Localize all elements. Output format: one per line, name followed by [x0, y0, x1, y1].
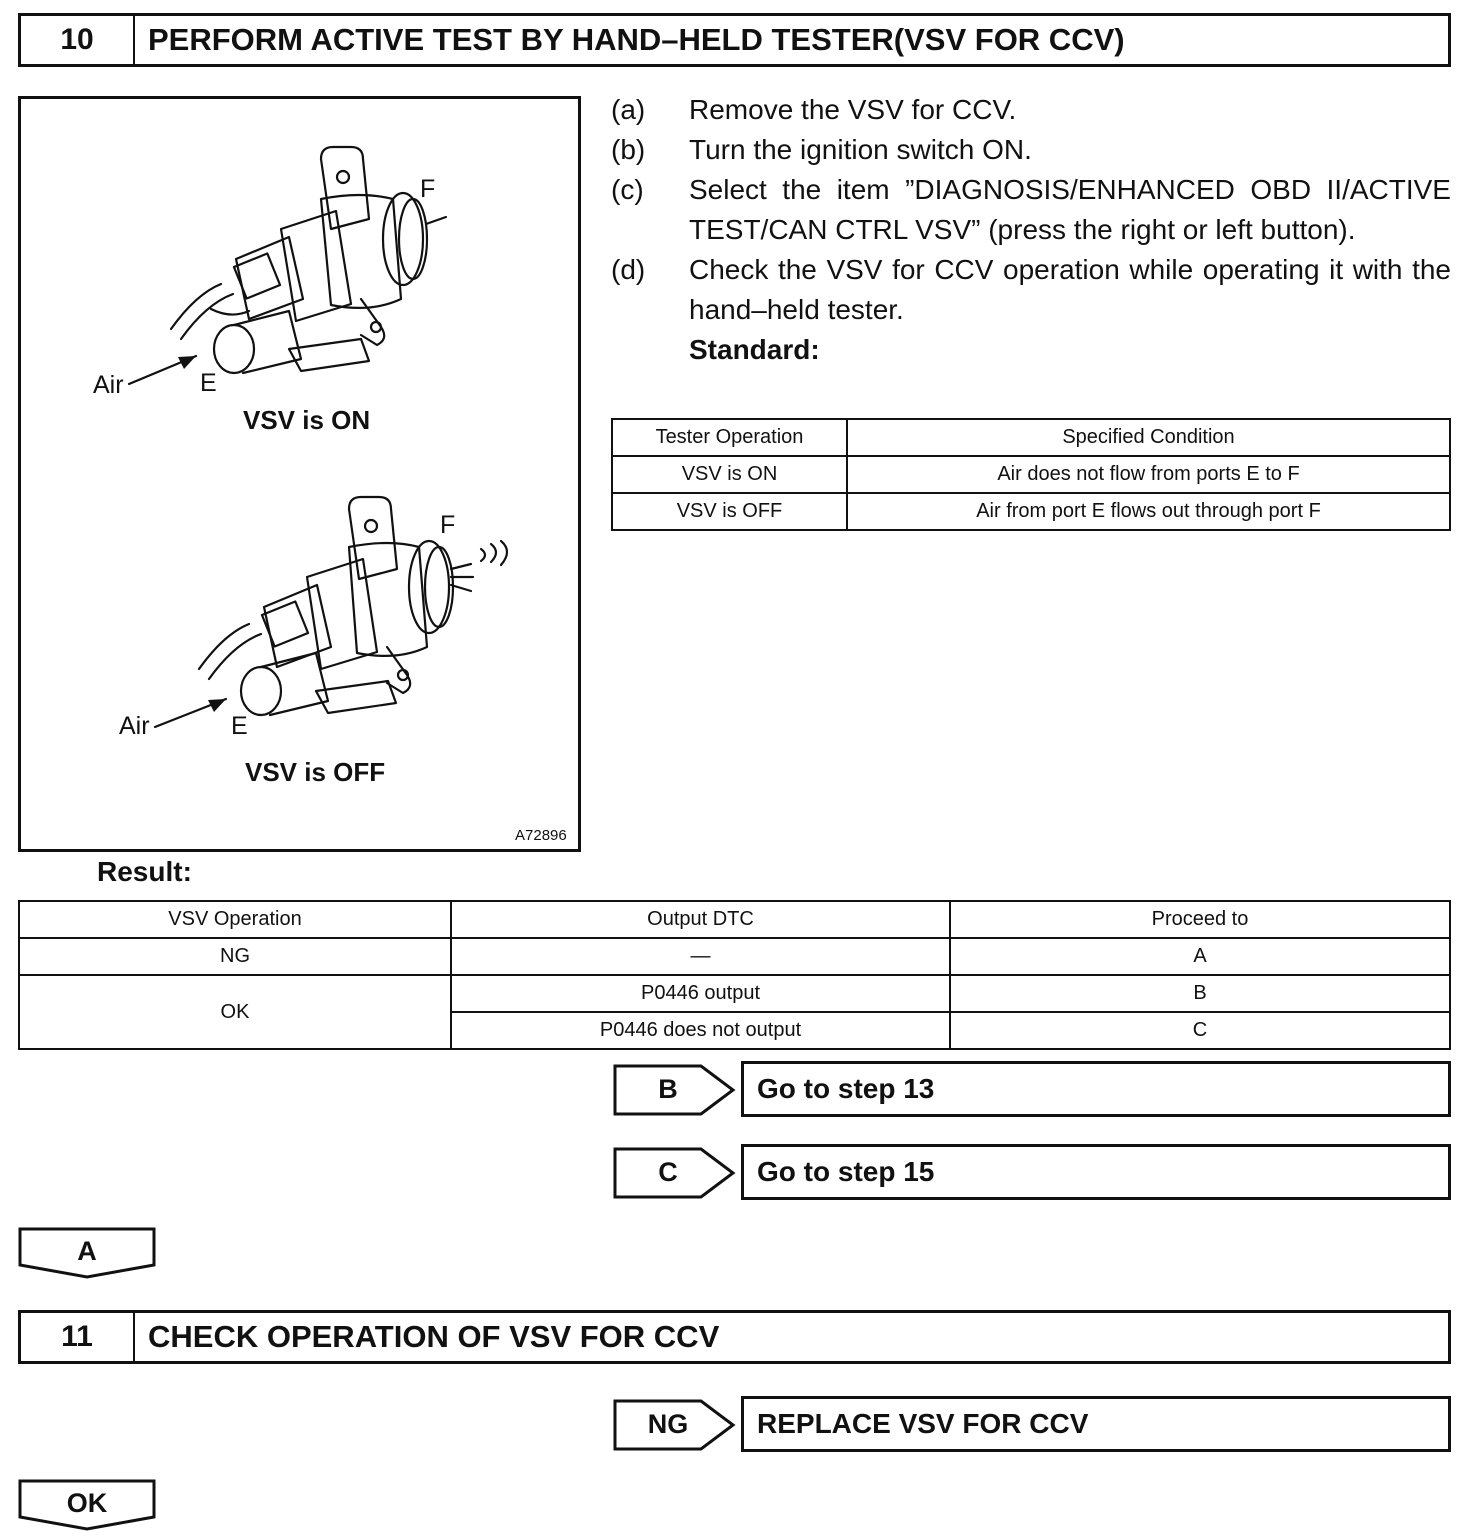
step-title: PERFORM ACTIVE TEST BY HAND–HELD TESTER(VSV FOR CCV) [148, 22, 1125, 57]
instruction-label: (b) [611, 134, 646, 165]
table-header: VSV Operation [19, 901, 451, 938]
standard-label: Standard: [689, 334, 820, 365]
table-cell: OK [19, 975, 451, 1049]
instruction-text: Check the VSV for CCV operation while operating it with the hand–held tester. [689, 254, 1451, 325]
table-cell: P0446 does not output [451, 1012, 950, 1049]
label-air-off: Air [119, 712, 150, 740]
table-header: Proceed to [950, 901, 1450, 938]
branch-tag-label: NG [647, 1408, 689, 1439]
table-cell: Air does not flow from ports E to F [847, 456, 1450, 493]
label-e-off: E [231, 712, 248, 740]
next-ok-arrow[interactable] [18, 1479, 156, 1531]
branch-destination[interactable]: Go to step 13 [741, 1061, 1451, 1117]
step-title: CHECK OPERATION OF VSV FOR CCV [148, 1319, 720, 1354]
branch-ng[interactable] [613, 1396, 1451, 1452]
instruction-item [611, 130, 1451, 170]
next-a-arrow[interactable] [18, 1227, 156, 1279]
branch-tag-c[interactable] [613, 1147, 737, 1197]
branch-b[interactable] [613, 1061, 1451, 1117]
instruction-item [611, 170, 1451, 250]
vsv-illustration [18, 96, 581, 852]
step-number: 10 [21, 16, 135, 64]
step-11-header [18, 1310, 1451, 1364]
branch-tag-label: C [658, 1156, 678, 1187]
standard-table [611, 418, 1451, 531]
instruction-item [611, 90, 1451, 130]
label-e-on: E [200, 369, 217, 397]
table-header: Specified Condition [847, 419, 1450, 456]
table-cell: B [950, 975, 1450, 1012]
table-cell: P0446 output [451, 975, 950, 1012]
table-cell: NG [19, 938, 451, 975]
branch-c[interactable] [613, 1144, 1451, 1200]
instruction-label: (d) [611, 254, 646, 285]
standard-row [611, 330, 1451, 370]
result-table [18, 900, 1451, 1050]
table-cell: VSV is OFF [612, 493, 847, 530]
table-header: Output DTC [451, 901, 950, 938]
next-a-label: A [77, 1235, 97, 1266]
branch-tag-b[interactable] [613, 1064, 737, 1114]
vsv-on-drawing [21, 99, 578, 849]
branch-destination[interactable]: Go to step 15 [741, 1144, 1451, 1200]
caption-vsv-off: VSV is OFF [245, 757, 386, 787]
branch-tag-ng[interactable] [613, 1399, 737, 1449]
next-ok-label: OK [66, 1487, 108, 1518]
table-cell: A [950, 938, 1450, 975]
instruction-item [611, 250, 1451, 330]
caption-vsv-on: VSV is ON [243, 405, 371, 435]
branch-tag-label: B [658, 1073, 678, 1104]
table-cell: VSV is ON [612, 456, 847, 493]
step-number: 11 [21, 1313, 135, 1361]
table-cell: — [451, 938, 950, 975]
label-air-on: Air [93, 371, 124, 399]
instruction-label: (a) [611, 94, 646, 125]
instruction-text: Turn the ignition switch ON. [689, 134, 1032, 165]
label-f-on: F [420, 175, 436, 203]
instruction-text: Remove the VSV for CCV. [689, 94, 1017, 125]
label-f-off: F [440, 511, 456, 539]
branch-destination[interactable]: REPLACE VSV FOR CCV [741, 1396, 1451, 1452]
instruction-label: (c) [611, 174, 644, 205]
table-cell: C [950, 1012, 1450, 1049]
table-header: Tester Operation [612, 419, 847, 456]
step-10-header [18, 13, 1451, 67]
table-cell: Air from port E flows out through port F [847, 493, 1450, 530]
instruction-list [611, 90, 1451, 370]
result-label: Result: [97, 856, 192, 887]
instruction-text: Select the item ”DIAGNOSIS/ENHANCED OBD II/ACTIVE TEST/CAN CTRL VSV” (press the right or left button). [689, 174, 1451, 245]
figure-id: A72896 [515, 827, 567, 844]
